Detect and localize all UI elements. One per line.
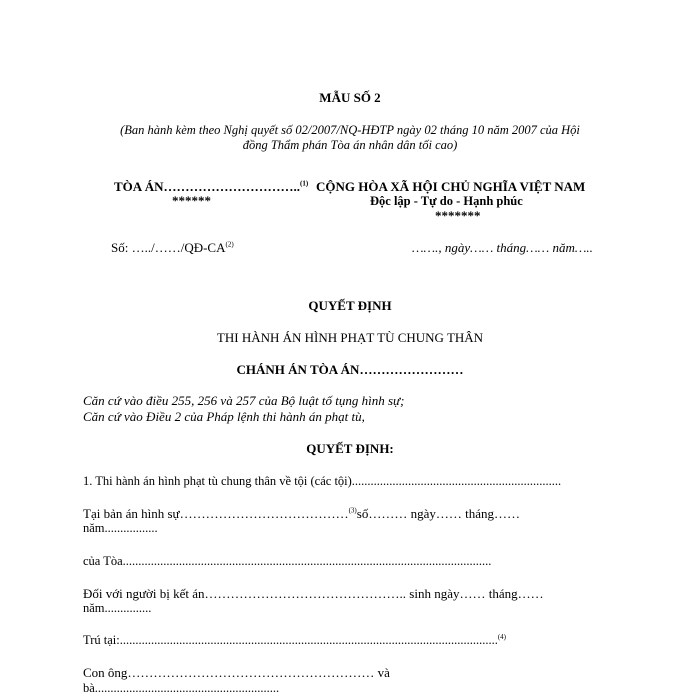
verdict-year: năm.................	[83, 521, 158, 535]
motto-stars: *******	[435, 208, 481, 223]
court-of-line: của Tòa......................................................................................................................	[83, 554, 492, 568]
verdict-line-end: số……… ngày…… tháng……	[356, 506, 520, 521]
verdict-line	[83, 506, 520, 522]
decision-number-text: Số: …../……/QĐ-CA	[111, 240, 226, 255]
residence-text: Trú tại:.........................................................................................................................	[83, 633, 498, 647]
convicted-person-year: năm...............	[83, 601, 152, 615]
decides-heading: QUYẾT ĐỊNH:	[306, 441, 394, 456]
form-title: MẪU SỐ 2	[319, 90, 381, 105]
motto: Độc lập - Tự do - Hạnh phúc	[370, 194, 523, 208]
issued-note-line2: đồng Thẩm phán Tòa án nhân dân tối cao)	[242, 138, 458, 152]
basis-line2: Căn cứ vào Điều 2 của Pháp lệnh thi hành án phạt tù,	[83, 409, 365, 424]
court-footnote: (1)	[299, 179, 309, 188]
court-name-text: TÒA ÁN…………………………..	[114, 179, 300, 194]
basis-line1: Căn cứ vào điều 255, 256 và 257 của Bộ luật tố tụng hình sự;	[83, 393, 405, 408]
issued-note-line1: (Ban hành kèm theo Nghị quyết số 02/2007/NQ-HĐTP ngày 02 tháng 10 năm 2007 của Hội	[120, 123, 580, 137]
verdict-footnote: (3)	[348, 506, 357, 515]
parents-line: Con ông………………………………………………… và	[83, 665, 390, 680]
decision-number	[111, 240, 234, 256]
date-line: ……., ngày…… tháng…… năm…..	[412, 240, 593, 255]
item1-line: 1. Thi hành án hình phạt tù chung thân về tội (các tội)...................................................................	[83, 474, 562, 488]
residence-line	[83, 633, 506, 648]
number-footnote: (2)	[225, 240, 234, 249]
parents-mother-line: bà...........................................................	[83, 681, 280, 695]
decision-title: QUYẾT ĐỊNH	[308, 298, 392, 313]
verdict-line-start: Tại bản án hình sự…………………………………	[83, 506, 349, 521]
convicted-person-line: Đối với người bị kết án……………………………………….. sinh ngày…… tháng……	[83, 586, 544, 601]
court-name	[114, 179, 308, 195]
court-stars: ******	[172, 193, 211, 208]
decision-issuer: CHÁNH ÁN TÒA ÁN……………………	[236, 362, 464, 377]
country-name: CỘNG HÒA XÃ HỘI CHỦ NGHĨA VIỆT NAM	[316, 179, 586, 194]
decision-subject: THI HÀNH ÁN HÌNH PHẠT TÙ CHUNG THÂN	[216, 330, 484, 345]
residence-footnote: (4)	[497, 632, 506, 641]
